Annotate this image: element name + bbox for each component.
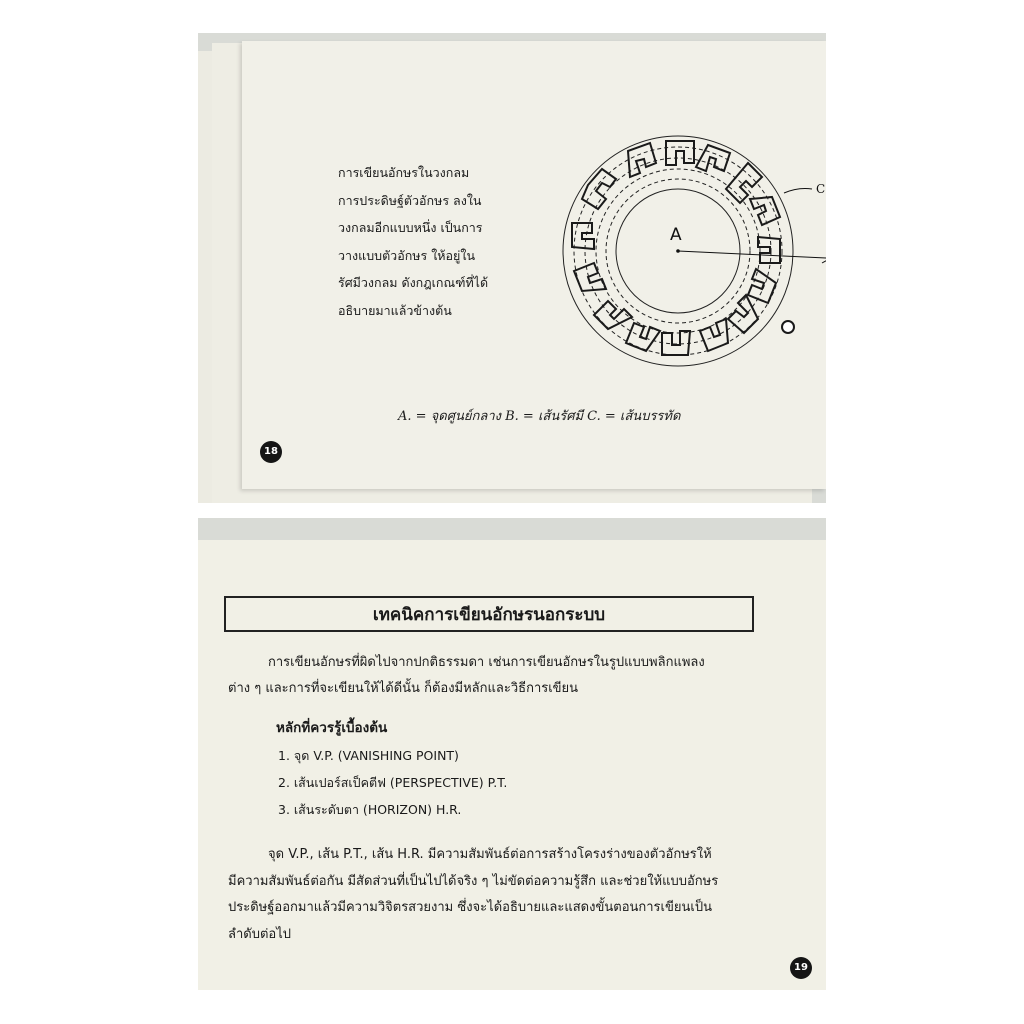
photo-page-19 xyxy=(198,518,826,990)
body-paragraph xyxy=(228,842,768,948)
body-line: มีความสัมพันธ์ต่อกัน มีสัดส่วนที่เป็นไปได้จริง ๆ ไม่ขัดต่อความรู้สึก และช่วยให้แบบอักษร xyxy=(228,873,719,889)
ring-dot xyxy=(782,321,794,333)
principle-item: 2. เส้นเปอร์สเป็คตีฟ (PERSPECTIVE) P.T. xyxy=(278,775,508,790)
body-line: จุด V.P., เส้น P.T., เส้น H.R. มีความสัมพันธ์ต่อการสร้างโครงร่างของตัวอักษรให้ xyxy=(268,847,712,862)
line-c-leader xyxy=(784,189,812,194)
principles-list xyxy=(278,742,507,823)
circular-lettering-diagram: A B C xyxy=(558,115,826,385)
line-b-leader xyxy=(822,255,826,263)
body-line: ลำดับต่อไป xyxy=(228,926,292,942)
description-line: การเขียนอักษรในวงกลม xyxy=(338,165,470,180)
page-number-18: 18 xyxy=(260,441,282,463)
page-number-19: 19 xyxy=(790,957,812,979)
intro-line: ต่าง ๆ และการที่จะเขียนให้ได้ดีนั้น ก็ต้องมีหลักและวิธีการเขียน xyxy=(228,681,579,696)
description-line: อธิบายมาแล้วข้างต้น xyxy=(338,302,452,318)
description-line: วางแบบตัวอักษร ให้อยู่ใน xyxy=(338,247,476,263)
principle-item: 1. จุด V.P. (VANISHING POINT) xyxy=(278,748,459,763)
principle-item: 3. เส้นระดับตา (HORIZON) H.R. xyxy=(278,802,462,817)
intro-paragraph xyxy=(228,650,768,702)
label-c: C xyxy=(816,182,826,196)
body-line: ประดิษฐ์ออกมาแล้วมีความวิจิตรสวยงาม ซึ่งจะได้อธิบายและแสดงขั้นตอนการเขียนเป็น xyxy=(228,900,712,915)
section-title: เทคนิคการเขียนอักษรนอกระบบ xyxy=(224,596,754,632)
principles-heading: หลักที่ควรรู้เบื้องต้น xyxy=(276,720,388,736)
circle-lettering-description xyxy=(338,159,518,324)
label-a: A xyxy=(670,225,682,245)
description-line: รัศมีวงกลม ดังกฎเกณฑ์ที่ได้ xyxy=(338,275,489,290)
page-18 xyxy=(242,41,858,489)
photo-page-18 xyxy=(198,33,858,503)
radius-line xyxy=(678,251,826,259)
diagram-legend: A. = จุดศูนย์กลาง B. = เส้นรัศมี C. = เส้นบรรทัด xyxy=(398,409,681,424)
intro-line: การเขียนอักษรที่ผิดไปจากปกติธรรมดา เช่นการเขียนอักษรในรูปแบบพลิกแพลง xyxy=(268,655,705,670)
page-19 xyxy=(198,540,826,990)
description-line: การประดิษฐ์ตัวอักษร ลงใน xyxy=(338,192,482,208)
description-line: วงกลมอีกแบบหนึ่ง เป็นการ xyxy=(338,220,483,235)
